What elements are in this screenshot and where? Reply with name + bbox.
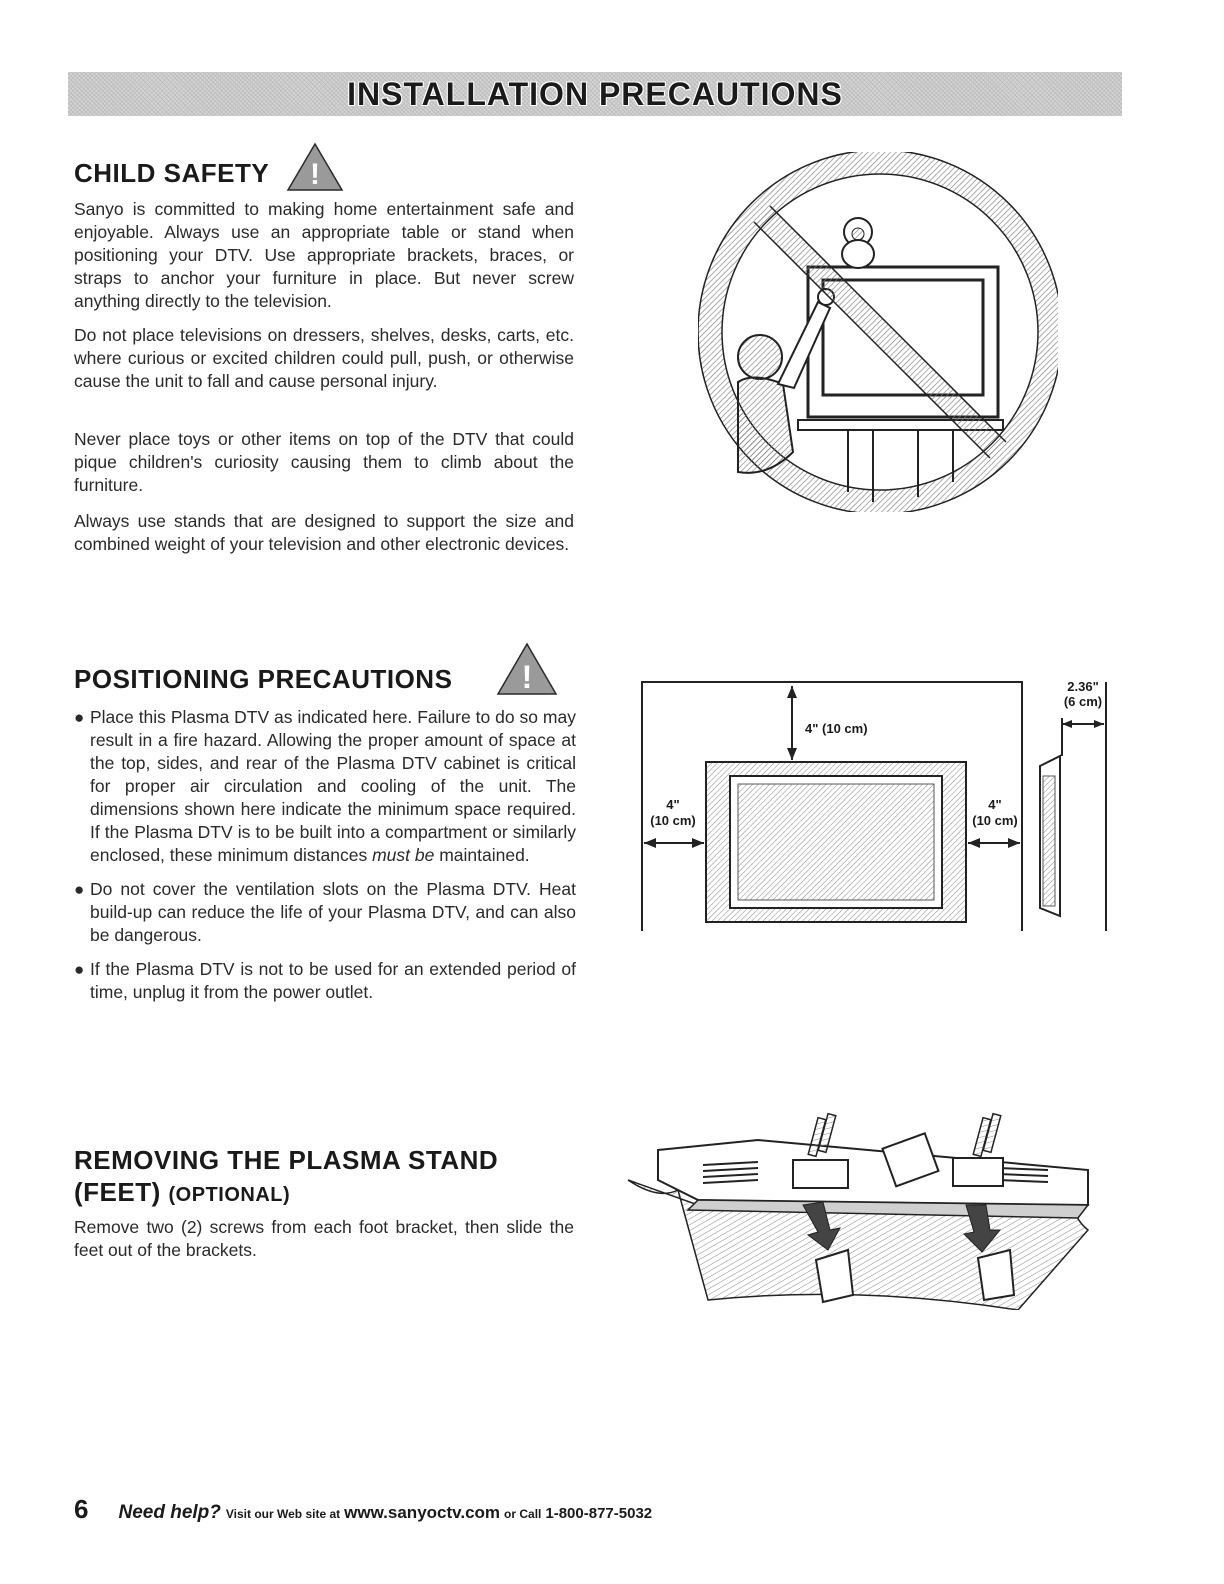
ventilation-clearance-diagram bbox=[640, 676, 1120, 936]
visit-text: Visit our Web site at bbox=[225, 1507, 341, 1521]
removing-heading-feet: (FEET) bbox=[74, 1177, 161, 1207]
page-number: 6 bbox=[74, 1494, 89, 1524]
positioning-precautions-heading: POSITIONING PRECAUTIONS bbox=[74, 664, 453, 694]
svg-text:4": 4" bbox=[666, 797, 680, 812]
stand-removal-illustration bbox=[618, 1110, 1098, 1310]
warning-triangle-icon bbox=[286, 142, 344, 197]
bullet-1-emphasis: must be bbox=[372, 845, 435, 865]
removing-stand-body: Remove two (2) screws from each foot bracket, then slide the feet out of the brackets. bbox=[74, 1217, 574, 1260]
positioning-bullet-3 bbox=[74, 958, 576, 1004]
child-safety-paragraph-1: Sanyo is committed to making home entertainment safe and enjoyable. Always use an appropriate table or stand when positioning your DTV. Use appropriate brackets, braces, or straps to anchor your furniture in place. But never screw anything directly to the television. bbox=[74, 199, 574, 311]
positioning-bullet-list bbox=[74, 706, 576, 1015]
svg-text:4": 4" bbox=[988, 797, 1002, 812]
page-footer bbox=[74, 1494, 652, 1524]
bullet-1-text: Place this Plasma DTV as indicated here. Failure to do so may result in a fire hazard. Allowing the proper amount of space at the top, sides, and rear of the Plasma DTV cabinet is critical for proper air circulation and cooling of the unit. The dimensions shown here indicate the minimum space required. If the Plasma DTV is to be built into a compartment or similarly enclosed, these minimum distances bbox=[90, 707, 576, 865]
removing-heading-optional: (OPTIONAL) bbox=[168, 1184, 291, 1206]
child-safety-paragraph-3: Never place toys or other items on top of the DTV that could pique children's curiosity causing them to climb about the furniture. bbox=[74, 429, 574, 495]
svg-text:(10 cm): (10 cm) bbox=[972, 813, 1018, 828]
svg-text:(6 cm): (6 cm) bbox=[1063, 694, 1103, 709]
svg-text:(10 cm): (10 cm) bbox=[650, 813, 696, 828]
child-safety-paragraph-2: Do not place televisions on dressers, shelves, desks, carts, etc. where curious or excited children could pull, push, or otherwise cause the unit to fall and cause personal injury. bbox=[74, 325, 574, 391]
svg-text:4" (10 cm): 4" (10 cm) bbox=[805, 721, 868, 736]
bullet-2-text: Do not cover the ventilation slots on the Plasma DTV. Heat build-up can reduce the life of your Plasma DTV, and can also be dangerous. bbox=[90, 879, 576, 945]
section-banner bbox=[68, 72, 1122, 116]
bullet-dot: ● bbox=[74, 880, 85, 899]
bullet-3-text: If the Plasma DTV is not to be used for an extended period of time, unplug it from the power outlet. bbox=[90, 959, 576, 1002]
removing-heading-line-1: REMOVING THE PLASMA STAND bbox=[74, 1145, 499, 1175]
bullet-1-end: maintained. bbox=[434, 845, 530, 865]
bullet-dot: ● bbox=[74, 960, 85, 979]
warning-triangle-icon bbox=[496, 642, 558, 701]
removing-heading-line-2 bbox=[74, 1176, 498, 1211]
child-safety-heading: CHILD SAFETY bbox=[74, 158, 270, 188]
svg-text:!: ! bbox=[310, 158, 320, 191]
svg-text:2.36": 2.36" bbox=[1067, 679, 1099, 694]
need-help-label: Need help? bbox=[118, 1502, 221, 1523]
child-safety-paragraph-4: Always use stands that are designed to support the size and combined weight of your television and other electronic devices. bbox=[74, 511, 574, 554]
phone-number: 1-800-877-5032 bbox=[545, 1505, 653, 1522]
svg-text:!: ! bbox=[521, 659, 533, 695]
banner-title: INSTALLATION PRECAUTIONS bbox=[347, 75, 843, 112]
positioning-bullet-2 bbox=[74, 878, 576, 947]
or-call-text: or Call bbox=[504, 1507, 542, 1521]
removing-stand-heading bbox=[74, 1144, 498, 1211]
website-link[interactable]: www.sanyoctv.com bbox=[344, 1503, 501, 1522]
child-climbing-tv-prohibited-illustration bbox=[698, 152, 1058, 512]
positioning-bullet-1 bbox=[74, 706, 576, 867]
bullet-dot: ● bbox=[74, 708, 85, 727]
